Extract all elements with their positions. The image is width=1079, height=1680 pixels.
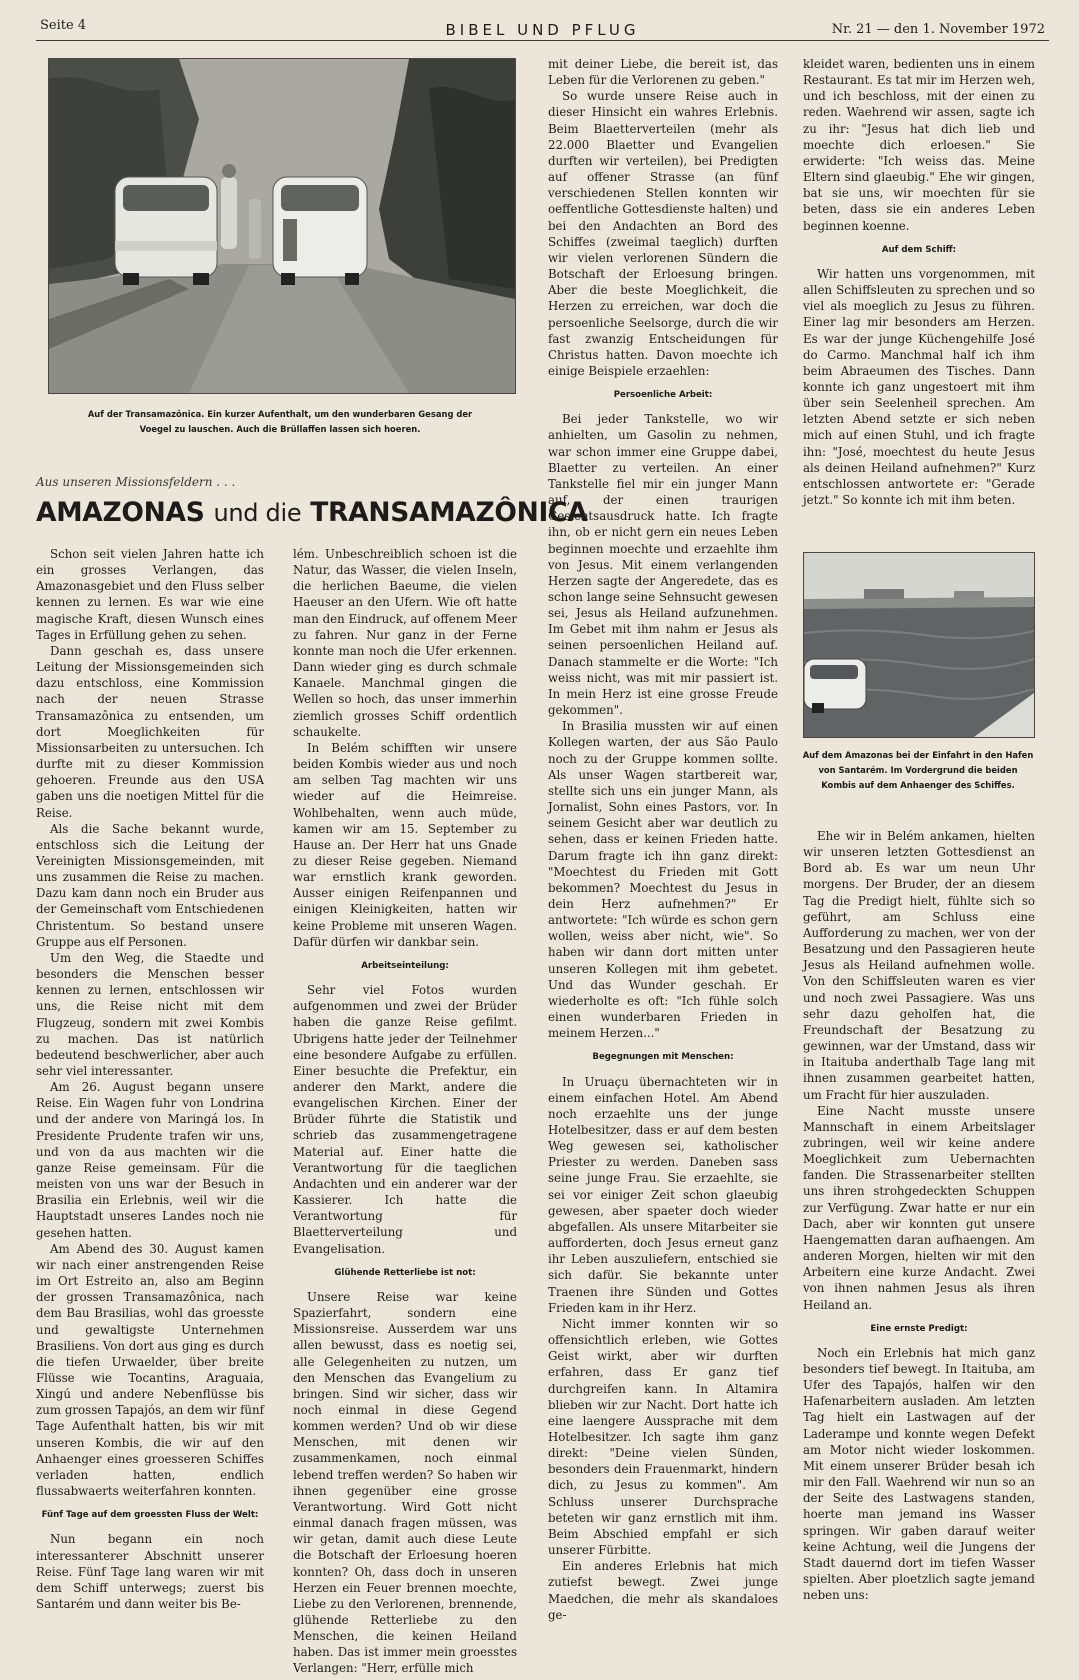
headline-part-und: und die [213,499,302,527]
publication-title: BIBEL UND PFLUG [445,21,640,39]
photo-caption: Auf dem Amazonas bei der Einfahrt in den Hafen von Santarém. Im Vordergrund die beiden Kombis auf dem Anhaenger des Schiffes. [802,750,1034,790]
paragraph: Unsere Reise war keine Spazierfahrt, sondern eine Missionsreise. Ausserdem war uns allen bewusst, dass es noetig sei, alle Gelegenheiten zu nutzen, um den Menschen das Evangelium zu bringen. Sind wir sicher, dass wir noch einmal in diese Gegend kommen werden? Und ob wir diese Menschen, mit denen wir zusammenkamen, noch einmal lebend treffen werden? So haben wir ihnen gegenüber eine grosse Verantwortung. Wird Gott nicht einmal danach fragen müssen, was wir getan, damit auch diese Leute die Botschaft der Erloesung hoeren konnten? Oh, dass doch in unseren Herzen ein Feuer brennen moechte, Liebe zu den Verlorenen, brennende, glühende Retterliebe zu den Menschen, die keinen Heiland haben. Das ist immer mein groesstes Verlangen: "Herr, erfülle mich [293,1289,517,1676]
paragraph: lém. Unbeschreiblich schoen ist die Natur, das Wasser, die vielen Inseln, die herlichen Baeume, die vielen Haeuser an den Ufern. Wie oft hatte man den Eindruck, auf offenem Meer zu fahren. Nur ganz in der Ferne konnte man noch die Ufer erkennen. Dann wieder ging es durch schmale Kanaele. Manchmal gingen die Wellen so hoch, das unser immerhin ziemlich grosses Schiff ordentlich schaukelte. [293,547,517,739]
subheading: Glühende Retterliebe ist not: [334,1267,476,1278]
paragraph: Noch ein Erlebnis hat mich ganz besonders tief bewegt. In Itaituba, am Ufer des Tapajós, halfen wir den Hafenarbeitern ausladen. Am letzten Tag hielt ein Lastwagen auf der Laderampe und konnte wegen Defekt am Motor nicht wieder loskommen. Mit einem unserer Brüder besah ich mir den Fall. Waehrend wir nun so an der Seite des Lastwagens standen, hoerte man jemand ins Wasser springen. Wir gaben darauf weiter keine Achtung, weil die Jungens der Stadt dauernd dort im tiefen Wasser spielten. Aber ploetzlich sagte jemand neben uns: [803,1345,1035,1603]
paragraph: Um den Weg, die Staedte und besonders die Menschen besser kennen zu lernen, entschlossen wir uns, die Reise nicht mit dem Flugzeug, sondern mit zwei Kombis zu machen. Das ist natürlich bedeutend beschwerlicher, aber auch sehr viel interessanter. [36,950,264,1078]
paragraph: Bei jeder Tankstelle, wo wir anhielten, um Gasolin zu nehmen, war schon immer eine Gruppe dabei, Blaetter zu verteilen. An einer Tankstelle fiel mir ein junger Mann auf, der einen traurigen Gesichtsausdruck hatte. Ich fragte ihn, ob er nicht gern ein neues Leben beginnen moechte und erzaehlte ihm von Jesus. Mit einem verlangenden Herzen sagte der Angeredete, das es schon lange seine Sehnsucht gewesen sei, Jesus als Heiland aufzunehmen. Im Gebet mit ihm nahm er Jesus als seinen persoenlichen Heiland auf. Danach stammelte er die Worte: "Ich weiss nicht, was mit mir passiert ist. In mein Herz ist eine grosse Freude gekommen". [548,412,778,718]
photo-road-kombis [48,58,516,394]
paragraph: Am Abend des 30. August kamen wir nach einer anstrengenden Reise im Ort Estreito an, also am Beginn der grossen Transamazônica, nach dem Bau Brasilias, wohl das groesste und gewaltigste Unternehmen Brasiliens. Von dort aus ging es durch die tiefen Urwaelder, über breite Flüsse wie Tocantins, Araguaia, Xingú und andere Nebenflüsse bis zum grossen Tapajós, an dem wir fünf Tage Aufenthalt hatten, bis wir mit unseren Kombis, die wir auf den Anhaenger eines groesseren Schiffes verladen hatten, endlich flussabwaerts weiterfahren konnten. [36,1241,264,1499]
subheading: Auf dem Schiff: [881,244,957,255]
issue-date: Nr. 21 — den 1. November 1972 [831,22,1045,37]
article-column-4-top [803,56,1035,508]
section-kicker: Aus unseren Missionsfeldern . . . [36,475,236,489]
article-headline [36,497,588,528]
paragraph: kleidet waren, bedienten uns in einem Restaurant. Es tat mir im Herzen weh, und ich beschloss, mit der einen zu reden. Waehrend wir assen, sagte ich zu ihr: "Jesus hat dich lieb und moechte dich erloesen." Sie erwiderte: "Ich weiss das. Meine Eltern sind glaeubig." Ehe wir gingen, bat sie uns, wir moechten für sie beten, dass sie ein anderes Leben beginnen koenne. [803,57,1035,233]
page-number: Seite 4 [40,18,87,33]
paragraph: Ehe wir in Belém ankamen, hielten wir unseren letzten Gottesdienst an Bord ab. Es war um neun Uhr morgens. Der Bruder, der an diesem Tag die Predigt hielt, fühlte sich so geführt, am Schluss eine Aufforderung zu machen, wer von der Besatzung und den Passagieren heute Jesus als Heiland aufnehmen wolle. Von den Schiffsleuten waren es vier und noch zwei Passagiere. Was uns sehr dazu geholfen hat, die Freundschaft der Besatzung zu gewinnen, war der Umstand, dass wir in Itaituba anderthalb Tage lang mit ihnen zusammen gearbeitet hatten, um Fracht für hier auszuladen. [803,829,1035,1102]
paragraph: Am 26. August begann unsere Reise. Ein Wagen fuhr von Londrina und der andere von Maringá los. In Presidente Prudente trafen wir uns, und von da aus machten wir die ganze Reise gemeinsam. Für die meisten von uns war der Besuch in Brasilia ein Erlebnis, weil wir die Hauptstadt unseres Landes noch nie gesehen hatten. [36,1080,264,1240]
headline-part-amazonas: AMAZONAS [36,497,205,528]
subheading: Eine ernste Predigt: [870,1323,968,1334]
paragraph: In Brasilia mussten wir auf einen Kollegen warten, der aus São Paulo noch zu der Gruppe kommen sollte. Als unser Wagen startbereit war, stellte sich uns ein junger Mann, als Jornalist, Sohn eines Pastors, vor. In seinem Gesicht aber war deutlich zu sehen, dass er keinen Frieden hatte. Darum fragte ich ihn ganz direkt: "Moechtest du Frieden mit Gott bekommen? Moechtest du Jesus in dein Herz aufnehmen?" Er antwortete: "Ich würde es schon gern wollen, weiss aber nicht, wie". So haben wir dann dort mitten unter unseren Kollegen mit ihm gebetet. Und das Wunder geschah. Er wiederholte es oft: "Ich fühle solch einen wunderbaren Frieden in meinem Herzen..." [548,719,778,1041]
photo-caption: Auf der Transamazônica. Ein kurzer Aufenthalt, um den wunderbaren Gesang der Voegel zu lauschen. Auch die Brüllaffen lassen sich hoeren. [87,409,473,434]
paragraph: Nun begann ein noch interessanterer Abschnitt unserer Reise. Fünf Tage lang waren wir mit dem Schiff unterwegs; zuerst bis Santarém und dann weiter bis Be- [36,1532,264,1611]
article-column-3 [548,56,778,1623]
article-column-1 [36,546,264,1612]
paragraph: Ein anderes Erlebnis hat mich zutiefst bewegt. Zwei junge Maedchen, die mehr als skandaloes ge- [548,1559,778,1622]
paragraph: Als die Sache bekannt wurde, entschloss sich die Leitung der Vereinigten Missionsgemeinden, mit uns zusammen die Reise zu machen. Dazu kam dann noch ein Bruder aus der Gemeinschaft vom Entschiedenen Christentum. So bestand unsere Gruppe aus elf Personen. [36,821,264,949]
paragraph: Schon seit vielen Jahren hatte ich ein grosses Verlangen, das Amazonasgebiet und den Fluss selber kennen zu lernen. Es war wie eine magische Kraft, diesen Wunsch eines Tages in Erfüllung gehen zu sehen. [36,547,264,642]
photo-santarem-harbour [803,552,1035,738]
subheading: Persoenliche Arbeit: [613,390,713,401]
paragraph: Nicht immer konnten wir so offensichtlich erleben, wie Gottes Geist wirkt, aber wir durften erfahren, dass Er ganz tief durchgreifen kann. In Altamira blieben wir zur Nacht. Dort hatte ich eine laengere Aussprache mit dem Hotelbesitzer. Ich sagte ihm ganz direkt: "Deine vielen Sünden, besonders dein Frauenmarkt, hindern dich, zu Jesus zu kommen". Am Schluss unserer Durchsprache beteten wir ganz ernstlich mit ihm. Beim Abschied empfahl er sich unserer Fürbitte. [548,1316,778,1558]
paragraph: Eine Nacht musste unsere Mannschaft in einem Arbeitslager zubringen, weil wir keine andere Moeglichkeit zum Uebernachten fanden. Die Strassenarbeiter stellten uns ihren strohgedeckten Schuppen zur Verfügung. Zwar hatte er nur ein Dach, aber wir konnten gut unsere Haengematten daran aufhaengen. Am anderen Morgen, hielten wir mit den Arbeitern eine kurze Andacht. Zwei von ihnen nahmen Jesus als ihren Heiland an. [803,1103,1035,1312]
page-header [36,14,1049,41]
paragraph: So wurde unsere Reise auch in dieser Hinsicht ein wahres Erlebnis. Beim Blaetterverteilen (mehr als 22.000 Blaetter und Evangelien durften wir verteilen), bei Predigten auf offener Strasse (an fünf verschiedenen Stellen konnten wir oeffentliche Gottesdienste halten) und bei den Andachten an Bord des Schiffes (zweimal taeglich) durften wir vielen verlorenen Sündern die Botschaft der Erloesung bringen. Aber die beste Moeglichkeit, die Herzen zu erreichen, war doch die persoenliche Seelsorge, durch die wir fast zwanzig Entscheidungen für Christus hatten. Davon moechte ich einige Beispiele erzaehlen: [548,89,778,378]
paragraph: In Belém schifften wir unsere beiden Kombis wieder aus und noch am selben Tag machten wir uns wieder auf die Heimreise. Wohlbehalten, wenn auch müde, kamen wir am 15. September zu Hause an. Der Herr hat uns Gnade zu dieser Reise gegeben. Niemand war ernstlich krank geworden. Ausser einigen Reifenpannen und einigen Kleinigkeiten, hatten wir keine Probleme mit unseren Wagen. Dafür dürfen wir dankbar sein. [293,740,517,949]
paragraph: In Uruaçu übernachteten wir in einem einfachen Hotel. Am Abend noch erzaehlte uns der junge Hotelbesitzer, dass er auf dem besten Weg gewesen sei, katholischer Priester zu werden. Daneben sass seine junge Frau. Sie erzaehlte, sie sei vor einiger Zeit schon glaeubig gewesen, aber spaeter doch wieder abgefallen. Als unsere Mitarbeiter sie aufforderten, doch Jesus erneut ganz ihr Leben auszuliefern, entschied sie sich dafür. Sie bekannte unter Traenen ihre Sünden und Gottes Frieden kam in ihr Herz. [548,1074,778,1315]
subheading: Begegnungen mit Menschen: [592,1052,734,1063]
paragraph: Dann geschah es, dass unsere Leitung der Missionsgemeinden sich dazu entschloss, eine Kommission nach der neuen Strasse Transamazônica zu entsenden, um dort Moeglichkeiten für Missionsarbeiten zu untersuchen. Ich durfte mit zu dieser Kommission gehoeren. Freunde aus den USA gaben uns die noetigen Mittel für die Reise. [36,643,264,820]
paragraph: Sehr viel Fotos wurden aufgenommen und zwei der Brüder haben die ganze Reise gefilmt. Ubrigens hatte jeder der Teilnehmer eine besondere Aufgabe zu erfüllen. Einer besuchte die Prefektur, ein anderer den Markt, andere die evangelischen Kirchen. Einer der Brüder führte die Statistik und schrieb das zusammengetragene Material auf. Einer hatte die Verantwortung für die taeglichen Andachten und ein anderer war der Kassierer. Ich hatte die Verantwortung für Blaetterverteilung und Evangelisation. [293,983,517,1256]
subheading: Fünf Tage auf dem groessten Fluss der Welt: [41,1510,259,1521]
subheading: Arbeitseinteilung: [361,960,449,971]
paragraph: mit deiner Liebe, die bereit ist, das Leben für die Verlorenen zu geben." [548,57,778,88]
article-column-2 [293,546,517,1677]
article-column-4-bottom [803,828,1035,1603]
headline-part-transamazonica: TRANSAMAZÔNICA [310,497,588,528]
paragraph: Wir hatten uns vorgenommen, mit allen Schiffsleuten zu sprechen und so viel als moeglich zu Jesus zu führen. Einer lag mir besonders am Herzen. Es war der junge Küchengehilfe José do Carmo. Manchmal half ich ihm beim Abraeumen des Tisches. Dann konnte ich ganz ungestoert mit ihm über sein Seelenheil sprechen. Am letzten Abend setzte er sich neben mich auf einen Stuhl, und ich fragte ihn: "José, moechtest du heute Jesus als deinen Heiland aufnehmen?" Kurz entschlossen antwortete er: "Gerade jetzt." So konnte ich mit ihm beten. [803,266,1035,508]
